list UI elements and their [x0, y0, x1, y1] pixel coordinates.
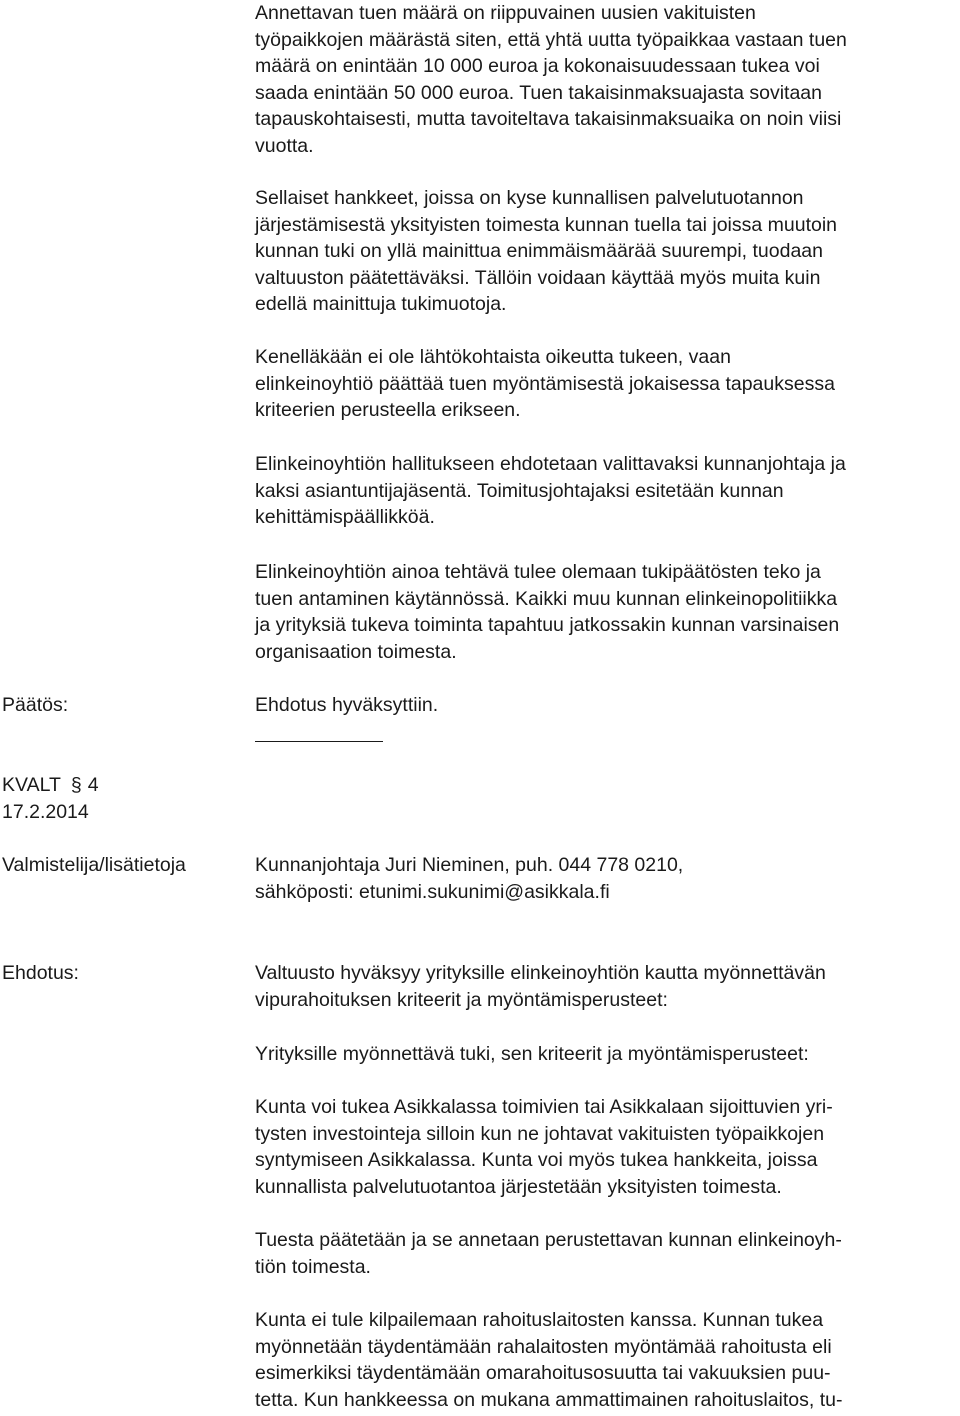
- text-line: kriteerien perusteella erikseen.: [255, 399, 521, 421]
- text-line: edellä mainittuja tukimuotoja.: [255, 293, 507, 315]
- text-line: elinkeinoyhtiö päättää tuen myöntämisestä jokaisessa tapauksessa: [255, 372, 835, 395]
- text-line: kaksi asiantuntijajäsentä. Toimitusjohtajaksi esitetään kunnan: [255, 479, 784, 502]
- text-line: Elinkeinoyhtiön ainoa tehtävä tulee olemaan tukipäätösten teko ja: [255, 561, 821, 583]
- text-line: tuen antaminen käytännössä. Kaikki muu kunnan elinkeinopolitiikka: [255, 587, 838, 610]
- preparer-contact: Kunnanjohtaja Juri Nieminen, puh. 044 778 0210,: [255, 854, 684, 876]
- proposal-paragraph-c: [255, 1307, 955, 1413]
- paragraph-task: [255, 559, 955, 665]
- text-line: Valtuusto hyväksyy yrityksille elinkeinoyhtiön kautta myönnettävän: [255, 962, 826, 984]
- text-line: työpaikkojen määrästä siten, että yhtä uutta työpaikkaa vastaan tuen: [255, 28, 847, 51]
- section-number: 4: [87, 774, 99, 796]
- text-line: syntymiseen Asikkalassa. Kunta voi myös tukea hankkeita, joissa: [255, 1149, 818, 1171]
- text-line: Kunta voi tukea Asikkalassa toimivien tai Asikkalaan sijoittuvien yri-: [255, 1096, 833, 1118]
- preparer-info: [255, 852, 955, 905]
- paragraph-board: [255, 451, 955, 531]
- text-line: Ehdotus hyväksyttiin.: [255, 694, 439, 716]
- preparer-label: Valmistelija/lisätietoja: [2, 854, 186, 876]
- signature-rule: [255, 741, 383, 742]
- text-line: kehittämispäällikköä.: [255, 506, 435, 528]
- text-line: Yrityksille myönnettävä tuki, sen kriteerit ja myöntämisperusteet:: [255, 1043, 809, 1065]
- text-line: Annettavan tuen määrä on riippuvainen uusien vakituisten: [255, 2, 756, 24]
- text-line: vuotta.: [255, 134, 314, 157]
- text-line: Kenelläkään ei ole lähtökohtaista oikeutta tukeen, vaan: [255, 346, 731, 368]
- meeting-date: 17.2.2014: [2, 801, 89, 823]
- text-line: Tuesta päätetään ja se annetaan perustettavan kunnan elinkeinoyh-: [255, 1229, 842, 1251]
- body-code: KVALT: [2, 774, 61, 796]
- decision-label: Päätös:: [2, 694, 69, 716]
- text-line: vipurahoituksen kriteerit ja myöntämisperusteet:: [255, 988, 668, 1011]
- preparer-email: sähköposti: etunimi.sukunimi@asikkala.fi: [255, 880, 610, 903]
- text-line: saada enintään 50 000 euroa. Tuen takaisinmaksuajasta sovitaan: [255, 81, 822, 104]
- text-line: tiön toimesta.: [255, 1255, 371, 1278]
- text-line: organisaation toimesta.: [255, 640, 457, 663]
- text-line: Sellaiset hankkeet, joissa on kyse kunnallisen palvelutuotannon: [255, 187, 804, 209]
- proposal-subheading: [255, 1041, 955, 1068]
- decision-text: [255, 692, 955, 719]
- text-line: Elinkeinoyhtiön hallitukseen ehdotetaan valittavaksi kunnanjohtaja ja: [255, 453, 846, 475]
- paragraph-no-right: [255, 344, 955, 424]
- proposal-label: Ehdotus:: [2, 962, 79, 984]
- text-line: valtuuston päätettäväksi. Tällöin voidaan käyttää myös muita kuin: [255, 266, 821, 289]
- text-line: tysten investointeja silloin kun ne johtavat vakituisten työpaikkojen: [255, 1122, 825, 1145]
- section-reference: [2, 772, 99, 799]
- text-line: kunnan tuki on yllä mainittua enimmäismäärää suurempi, tuodaan: [255, 240, 823, 262]
- proposal-paragraph-b: [255, 1227, 955, 1280]
- proposal-paragraph-a: [255, 1094, 955, 1200]
- text-line: Kunta ei tule kilpailemaan rahoituslaitosten kanssa. Kunnan tukea: [255, 1309, 824, 1331]
- proposal-lead: [255, 960, 955, 1013]
- text-line: kunnallista palvelutuotantoa järjestetään yksityisten toimesta.: [255, 1175, 782, 1198]
- text-line: tetta. Kun hankkeessa on mukana ammattimainen rahoituslaitos, tu-: [255, 1388, 843, 1411]
- paragraph-projects: [255, 185, 955, 318]
- text-line: myönnetään täydentämään rahalaitosten myöntämää rahoitusta eli: [255, 1335, 832, 1358]
- intro-paragraph: [255, 0, 955, 159]
- text-line: ja yrityksiä tukeva toiminta tapahtuu jatkossakin kunnan varsinaisen: [255, 614, 840, 636]
- text-line: määrä on enintään 10 000 euroa ja kokonaisuudessaan tukea voi: [255, 55, 820, 77]
- section-sign: §: [70, 774, 82, 796]
- text-line: tapauskohtaisesti, mutta tavoiteltava takaisinmaksuaika on noin viisi: [255, 108, 842, 130]
- text-line: esimerkiksi täydentämään omarahoitusosuutta tai vakuuksien puu-: [255, 1362, 831, 1384]
- text-line: järjestämisestä yksityisten toimesta kunnan tuella tai joissa muutoin: [255, 213, 838, 236]
